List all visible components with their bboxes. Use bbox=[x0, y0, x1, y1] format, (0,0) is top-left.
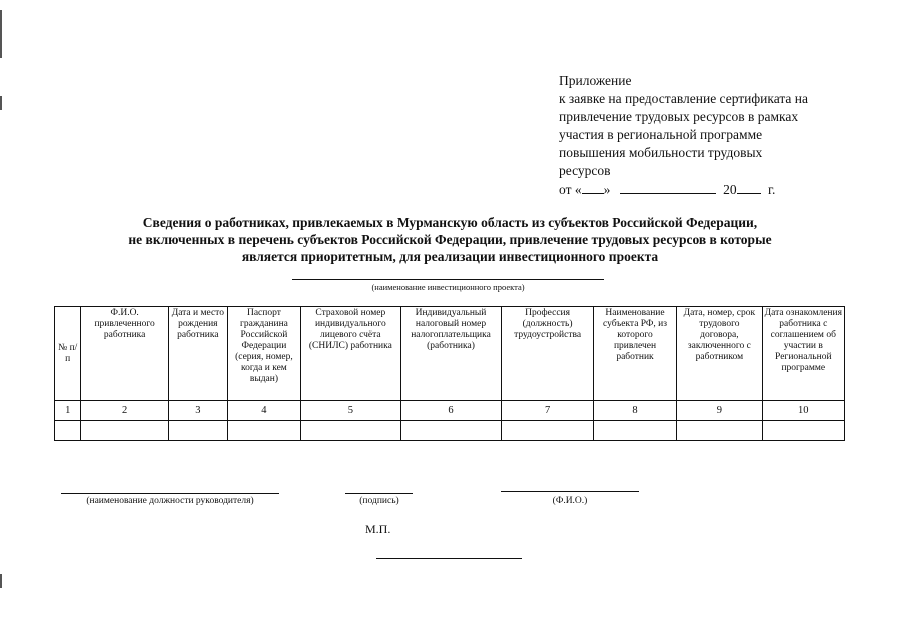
header-cell-profession: Профессия (должность) трудоустройства bbox=[502, 307, 594, 401]
date-prefix: от « bbox=[559, 182, 582, 197]
position-caption: (наименование должности руководителя) bbox=[86, 496, 254, 506]
date-suffix: г. bbox=[767, 182, 776, 197]
column-number-cell: 10 bbox=[762, 401, 844, 421]
header-cell-region: Наименование субъекта РФ, из которого привлечен работник bbox=[593, 307, 676, 401]
header-cell-acquaintance: Дата ознакомления работника с соглашением об участии в Региональной программе bbox=[762, 307, 844, 401]
table-cell[interactable] bbox=[677, 421, 762, 441]
title-line: не включенных в перечень субъектов Российской Федерации, привлечение трудовых ресурсов в которые bbox=[128, 232, 772, 247]
column-number-cell: 4 bbox=[227, 401, 300, 421]
project-name-caption: (наименование инвестиционного проекта) bbox=[371, 282, 525, 292]
date-day-blank[interactable] bbox=[582, 180, 604, 194]
column-number-cell: 1 bbox=[55, 401, 81, 421]
header-cell-birth: Дата и место рождения работника bbox=[168, 307, 227, 401]
column-number-cell: 3 bbox=[168, 401, 227, 421]
header-cell-inn: Индивидуальный налоговый номер налогоплательщика (работника) bbox=[400, 307, 502, 401]
appendix-line: повышения мобильности трудовых bbox=[559, 145, 763, 160]
date-year-blank[interactable] bbox=[737, 180, 761, 194]
position-signature-line[interactable] bbox=[61, 493, 279, 494]
scan-edge-mark bbox=[0, 96, 2, 110]
column-number-cell: 2 bbox=[81, 401, 168, 421]
header-cell-contract: Дата, номер, срок трудового договора, заключенного с работником bbox=[677, 307, 762, 401]
date-quote-close: » bbox=[603, 182, 611, 197]
header-cell-snils: Страховой номер индивидуального лицевого счёта (СНИЛС) работника bbox=[301, 307, 401, 401]
title-line: Сведения о работниках, привлекаемых в Мурманскую область из субъектов Российской Федерации, bbox=[142, 215, 758, 230]
table-cell[interactable] bbox=[301, 421, 401, 441]
table-row bbox=[55, 421, 845, 441]
workers-table bbox=[54, 306, 845, 441]
appendix-date-line bbox=[559, 180, 859, 199]
title-line: является приоритетным, для реализации инвестиционного проекта bbox=[241, 249, 659, 264]
table-cell[interactable] bbox=[227, 421, 300, 441]
column-number-cell: 9 bbox=[677, 401, 762, 421]
stamp-label: М.П. bbox=[365, 522, 391, 536]
name-caption: (Ф.И.О.) bbox=[552, 496, 588, 506]
appendix-block bbox=[559, 72, 859, 199]
bottom-line[interactable] bbox=[376, 558, 522, 559]
table-cell[interactable] bbox=[502, 421, 594, 441]
table-cell[interactable] bbox=[55, 421, 81, 441]
table-cell[interactable] bbox=[168, 421, 227, 441]
column-number-cell: 6 bbox=[400, 401, 502, 421]
appendix-line: к заявке на предоставление сертификата на bbox=[559, 91, 809, 106]
header-cell-fio: Ф.И.О. привлеченного работника bbox=[81, 307, 168, 401]
table-cell[interactable] bbox=[593, 421, 676, 441]
table-header-row bbox=[55, 307, 845, 401]
table-cell[interactable] bbox=[400, 421, 502, 441]
column-number-cell: 8 bbox=[593, 401, 676, 421]
appendix-line: привлечение трудовых ресурсов в рамках bbox=[559, 109, 799, 124]
signature-caption: (подпись) bbox=[359, 496, 399, 506]
date-month-blank[interactable] bbox=[620, 180, 716, 194]
scan-edge-mark bbox=[0, 574, 2, 588]
appendix-line: Приложение bbox=[559, 73, 632, 88]
table-cell[interactable] bbox=[81, 421, 168, 441]
appendix-line: ресурсов bbox=[559, 163, 611, 178]
table-number-row bbox=[55, 401, 845, 421]
column-number-cell: 5 bbox=[301, 401, 401, 421]
project-name-line[interactable] bbox=[292, 279, 604, 280]
name-signature-line[interactable] bbox=[501, 491, 639, 492]
appendix-line: участия в региональной программе bbox=[559, 127, 763, 142]
header-cell-number: № п/п bbox=[55, 307, 81, 401]
signature-line[interactable] bbox=[345, 493, 413, 494]
scan-edge-mark bbox=[0, 10, 2, 58]
column-number-cell: 7 bbox=[502, 401, 594, 421]
header-cell-passport: Паспорт гражданина Российской Федерации (серия, номер, когда и кем выдан) bbox=[227, 307, 300, 401]
date-year-prefix: 20 bbox=[723, 182, 737, 197]
document-title bbox=[40, 214, 860, 265]
table-cell[interactable] bbox=[762, 421, 844, 441]
